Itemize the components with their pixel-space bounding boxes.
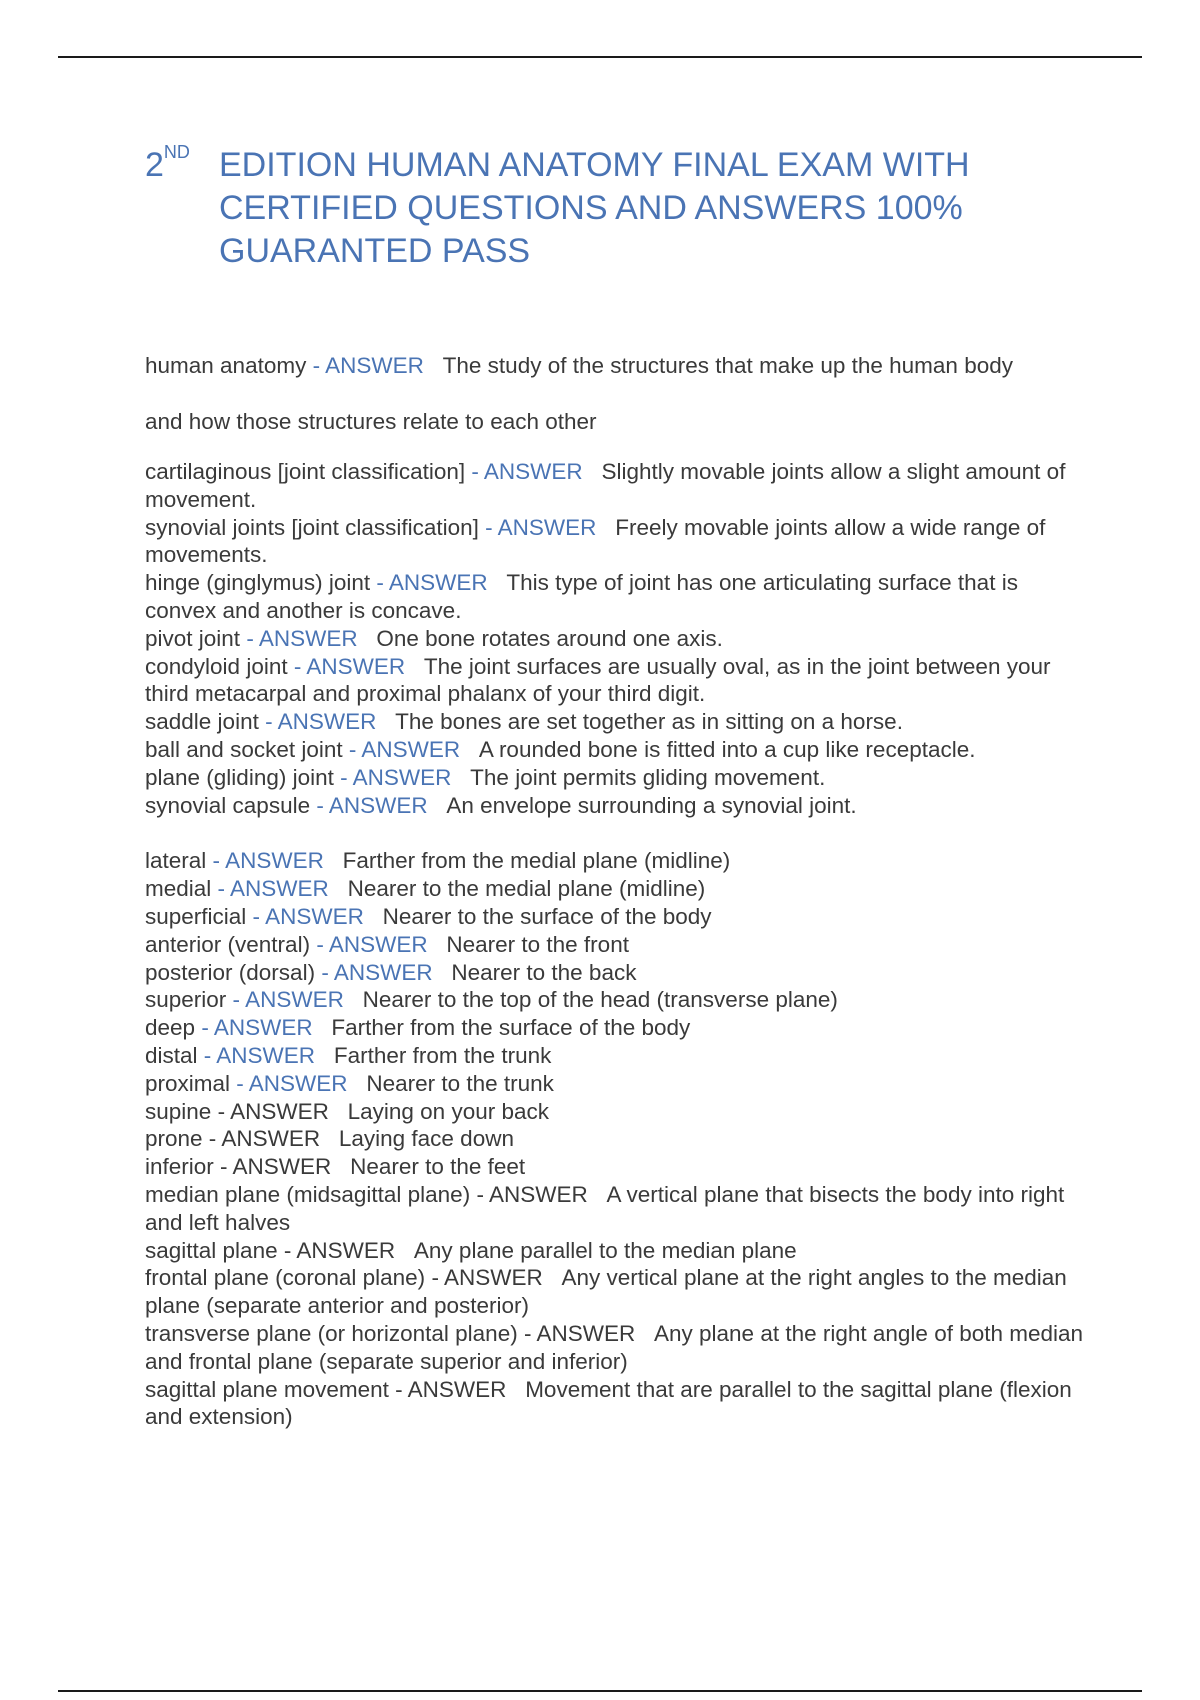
answer-separator: - <box>425 1265 444 1291</box>
answer-separator: - <box>310 792 329 818</box>
entry-definition: Any plane at the right angle of both median and frontal plane (separate superior and inferior) <box>145 1320 1084 1374</box>
qa-entry <box>145 986 1095 1014</box>
answer-label: ANSWER <box>232 1154 332 1180</box>
answer-label: ANSWER <box>483 459 583 484</box>
entry-definition: Movement that are parallel to the sagittal plane (flexion and extension) <box>145 1376 1072 1430</box>
entry-definition: The study of the structures that make up the human body <box>442 353 1013 378</box>
entry-definition: The bones are set together as in sitting on a horse. <box>395 709 903 735</box>
entry-term: distal <box>145 1042 198 1068</box>
entry-term: pivot joint <box>145 625 241 651</box>
entry-definition: Nearer to the back <box>451 959 637 985</box>
entry-definition: This type of joint has one articulating surface that is convex and another is concave. <box>145 570 1018 623</box>
answer-separator: - <box>195 1015 214 1041</box>
qa-entry <box>145 1070 1095 1098</box>
answer-label: ANSWER <box>216 1042 316 1068</box>
entry-term: proximal <box>145 1070 231 1096</box>
anatomical-terms-section <box>145 847 1095 1431</box>
answer-label: ANSWER <box>213 1015 313 1041</box>
qa-entry <box>145 736 1095 764</box>
answer-separator: - <box>517 1320 537 1346</box>
entry-term: transverse plane (or horizontal plane) <box>145 1320 518 1346</box>
entry-definition: An envelope surrounding a synovial joint. <box>446 792 857 818</box>
entry-term: frontal plane (coronal plane) <box>145 1265 426 1291</box>
qa-entry <box>145 875 1095 903</box>
entry-term: plane (gliding) joint <box>145 764 334 790</box>
answer-separator: - <box>342 736 362 762</box>
answer-separator: - <box>230 1070 249 1096</box>
answer-label: ANSWER <box>325 353 424 378</box>
answer-separator: - <box>277 1237 297 1263</box>
answer-label: ANSWER <box>248 1070 348 1096</box>
qa-entry <box>145 514 1095 570</box>
entry-definition: Freely movable joints allow a wide range of movements. <box>145 514 1046 568</box>
answer-separator: - <box>258 709 278 735</box>
entry-term: superficial <box>145 903 247 929</box>
entry-definition: Laying face down <box>338 1126 514 1152</box>
answer-separator: - <box>287 653 307 679</box>
entry-term: deep <box>145 1015 196 1041</box>
answer-separator: - <box>211 1098 231 1124</box>
entry-definition: Nearer to the feet <box>350 1154 526 1180</box>
answer-label: ANSWER <box>296 1237 396 1263</box>
section-gap <box>145 819 1095 847</box>
answer-label: ANSWER <box>230 876 329 902</box>
answer-separator: - <box>206 848 226 874</box>
answer-label: ANSWER <box>328 931 428 957</box>
entry-term: prone <box>145 1126 203 1152</box>
answer-label: ANSWER <box>258 625 358 651</box>
answer-label: ANSWER <box>407 1376 507 1402</box>
bottom-rule <box>58 1690 1142 1692</box>
answer-label: ANSWER <box>328 792 428 818</box>
entry-definition: Slightly movable joints allow a slight amount of movement. <box>145 459 1066 512</box>
answer-label: ANSWER <box>265 903 364 929</box>
qa-entry <box>145 1125 1095 1153</box>
answer-separator: - <box>370 570 389 596</box>
answer-separator: - <box>246 903 266 929</box>
answer-label: ANSWER <box>245 987 344 1013</box>
qa-entry <box>145 1181 1095 1237</box>
qa-entry <box>145 653 1095 709</box>
qa-entry <box>145 338 1095 450</box>
answer-label: ANSWER <box>333 959 433 985</box>
answer-separator: - <box>310 931 329 957</box>
answer-label: ANSWER <box>388 570 488 596</box>
title-superscript: ND <box>163 141 190 162</box>
qa-entry <box>145 1098 1095 1126</box>
entry-definition: The joint permits gliding movement. <box>470 764 826 790</box>
entry-definition: Farther from the surface of the body <box>331 1015 691 1041</box>
qa-entry <box>145 764 1095 792</box>
title-text: EDITION HUMAN ANATOMY FINAL EXAM WITH CERTIFIED QUESTIONS AND ANSWERS 100% GUARANTED PASS <box>219 146 970 270</box>
qa-entry <box>145 458 1095 514</box>
answer-separator: - <box>226 987 246 1013</box>
qa-entry <box>145 1320 1095 1376</box>
answer-separator: - <box>388 1376 408 1402</box>
answer-separator: - <box>333 764 353 790</box>
answer-label: ANSWER <box>277 709 377 735</box>
entry-definition-continued: and how those structures relate to each other <box>145 409 597 434</box>
answer-label: ANSWER <box>497 514 597 540</box>
entry-term: anterior (ventral) <box>145 931 311 957</box>
qa-content <box>145 338 1095 1431</box>
entry-term: lateral <box>145 848 207 874</box>
entry-term: posterior (dorsal) <box>145 959 316 985</box>
entry-definition: Farther from the medial plane (midline) <box>342 848 731 874</box>
entry-definition: Laying on your back <box>347 1098 549 1124</box>
entry-definition: Nearer to the front <box>446 931 629 957</box>
entry-term: sagittal plane <box>145 1237 278 1263</box>
answer-label: ANSWER <box>230 1098 329 1124</box>
entry-definition: Nearer to the surface of the body <box>382 903 712 929</box>
qa-entry <box>145 903 1095 931</box>
entry-definition: Farther from the trunk <box>333 1042 552 1068</box>
qa-entry <box>145 931 1095 959</box>
entry-definition: A vertical plane that bisects the body into right and left halves <box>145 1181 1065 1235</box>
qa-entry <box>145 1153 1095 1181</box>
qa-entry <box>145 847 1095 875</box>
joint-section <box>145 458 1095 819</box>
answer-label: ANSWER <box>221 1126 321 1152</box>
entry-term: hinge (ginglymus) joint <box>145 570 371 596</box>
entry-term: medial <box>145 876 212 902</box>
qa-entry <box>145 1264 1095 1320</box>
top-rule <box>58 56 1142 58</box>
entry-term: condyloid joint <box>145 653 288 679</box>
entry-term: supine <box>145 1098 212 1124</box>
answer-separator: - <box>202 1126 222 1152</box>
entry-definition: One bone rotates around one axis. <box>376 625 723 651</box>
answer-separator: - <box>470 1181 489 1207</box>
qa-entry <box>145 569 1095 625</box>
answer-label: ANSWER <box>536 1320 636 1346</box>
entry-definition: Nearer to the medial plane (midline) <box>347 876 706 902</box>
qa-entry <box>145 708 1095 736</box>
entry-definition: The joint surfaces are usually oval, as in the joint between your third metacarpal and proximal phalanx of your third digit. <box>145 653 1051 707</box>
document-title <box>145 141 1105 273</box>
entry-term: median plane (midsagittal plane) <box>145 1181 471 1207</box>
qa-entry <box>145 792 1095 820</box>
entry-definition: A rounded bone is fitted into a cup like receptacle. <box>478 736 976 762</box>
entry-term: sagittal plane movement <box>145 1376 389 1402</box>
title-number: 2ND <box>145 141 190 184</box>
qa-entry <box>145 1237 1095 1265</box>
entry-definition: Any vertical plane at the right angles to the median plane (separate anterior and posterior) <box>145 1265 1067 1319</box>
answer-label: ANSWER <box>361 736 461 762</box>
entry-term: cartilaginous [joint classification] <box>145 459 466 484</box>
answer-separator: - <box>213 1154 233 1180</box>
entry-term: ball and socket joint <box>145 736 343 762</box>
answer-separator: - <box>211 876 231 902</box>
entry-term: human anatomy <box>145 353 307 378</box>
entry-definition: Any plane parallel to the median plane <box>413 1237 797 1263</box>
entry-term: saddle joint <box>145 709 259 735</box>
entry-term: superior <box>145 987 227 1013</box>
answer-label: ANSWER <box>443 1265 543 1291</box>
entry-term: synovial joints [joint classification] <box>145 514 479 540</box>
answer-label: ANSWER <box>352 764 452 790</box>
answer-separator: - <box>197 1042 217 1068</box>
answer-label: ANSWER <box>306 653 406 679</box>
answer-separator: - <box>478 514 498 540</box>
entry-definition: Nearer to the trunk <box>366 1070 554 1096</box>
entry-term: inferior <box>145 1154 214 1180</box>
answer-separator: - <box>315 959 334 985</box>
answer-separator: - <box>240 625 259 651</box>
qa-entry <box>145 1376 1095 1432</box>
entry-term: synovial capsule <box>145 792 311 818</box>
answer-separator: - <box>465 459 484 484</box>
answer-label: ANSWER <box>225 848 324 874</box>
answer-label: ANSWER <box>488 1181 588 1207</box>
qa-entry <box>145 625 1095 653</box>
answer-separator: - <box>306 353 326 378</box>
qa-entry <box>145 1014 1095 1042</box>
qa-entry <box>145 1042 1095 1070</box>
qa-entry <box>145 959 1095 987</box>
entry-definition: Nearer to the top of the head (transverse plane) <box>362 987 838 1013</box>
